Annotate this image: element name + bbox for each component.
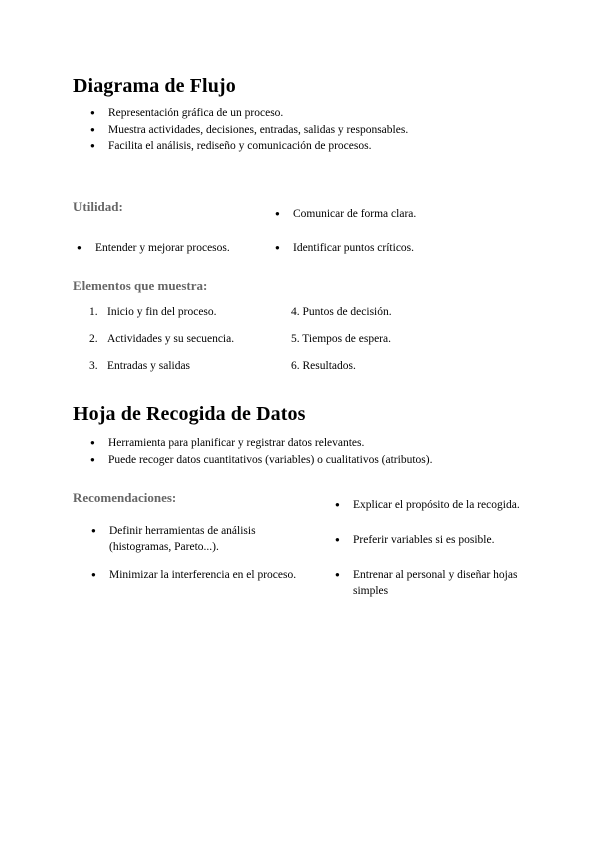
recomendaciones-heading: Recomendaciones: [73, 490, 177, 505]
list-item: ● Facilita el análisis, rediseño y comunicación de procesos. [74, 138, 534, 155]
elementos-item: 5. Tiempos de espera. [291, 333, 391, 345]
elementos-item: 6. Resultados. [291, 360, 356, 372]
bullet-icon: ● [275, 243, 280, 252]
elementos-heading: Elementos que muestra: [73, 278, 208, 293]
bullet-icon: ● [275, 209, 280, 218]
document-page: Diagrama de Flujo ● Representación gráfica de un proceso. ● Muestra actividades, decisiones, entradas, salidas y responsables. ● Facilita el análisis, rediseño y comunicación de procesos. Utilidad: ● Comunicar de forma clara. ● Entender y mejorar procesos. ● Identificar puntos críticos. Elementos que muestra: 1. Inicio y fin del proceso. 2. Actividades y su secuencia. 3. Entradas y salidas 4. Puntos de decisión. 5. Tiempos de espera. 6. Resultados. Hoja de Recogida de Datos ● Herramienta para planificar y registrar datos relevantes. ● Puede recoger datos cuantitativos (variables) o cualitativos (atributos). Recomendaciones: ● Definir herramientas de análisis (histogramas, Pareto...). ● Minimizar la interferencia en el proceso. ● Explicar el propósito de la recogida. ● Preferir variables si es posible. ● Entrenar al personal y diseñar hojas simples [0, 0, 600, 848]
bullet-icon: ● [335, 535, 340, 544]
bullet-icon: ● [335, 570, 340, 579]
bullet-icon: ● [91, 526, 96, 535]
bullet-icon: ● [91, 570, 96, 579]
list-item: ● Herramienta para planificar y registrar datos relevantes. [74, 435, 544, 452]
list-item: ● Puede recoger datos cuantitativos (variables) o cualitativos (atributos). [74, 452, 544, 469]
section-title-hoja-de-recogida: Hoja de Recogida de Datos [73, 403, 306, 425]
section1-bullet-list [74, 105, 534, 155]
section2-bullet-list [74, 435, 544, 468]
bullet-icon: ● [335, 500, 340, 509]
section-title-diagrama-de-flujo: Diagrama de Flujo [73, 75, 236, 97]
list-item: ● Representación gráfica de un proceso. [74, 105, 534, 122]
bullet-icon: ● [77, 243, 82, 252]
elementos-item: 4. Puntos de decisión. [291, 306, 392, 318]
utilidad-heading: Utilidad: [73, 199, 123, 214]
list-item: ● Muestra actividades, decisiones, entradas, salidas y responsables. [74, 122, 534, 139]
